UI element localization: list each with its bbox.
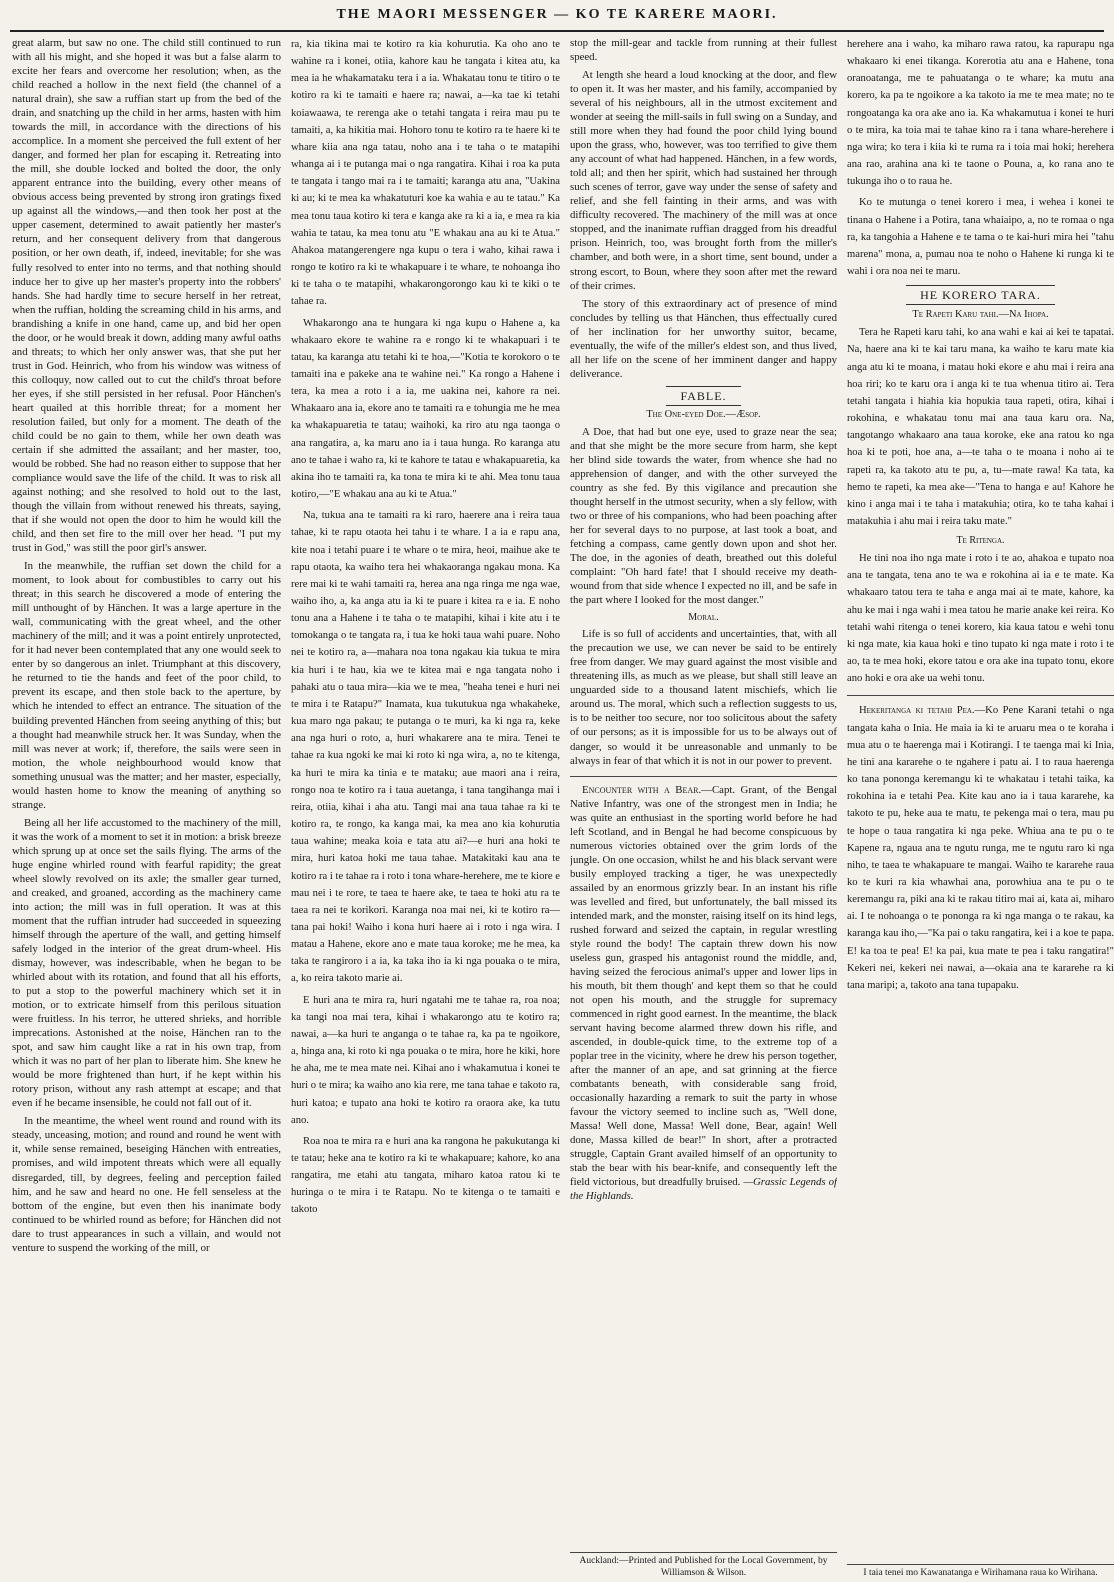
tara-title: HE KORERO TARA. (906, 285, 1055, 305)
bear-source: —Grassic Legends of the Highlands. (570, 1176, 837, 1203)
column-1 (12, 36, 281, 1582)
imprint-maori: I taia tenei mo Kawanatanga e Wirihamana raua ko Wirihana. (847, 1564, 1114, 1580)
col2-paragraph: Roa noa te mira ra e huri ana ka rangona he pakukutanga ki te tatau; heke ana te kotiro ra ki te whakapuare; kahore, ko ana rangatira, me etahi atu tangata, miharo katoa ratou ki te huringa o te mira i te Ratapu. No te kitenga o te tamaiti e takoto (291, 1135, 560, 1216)
ritenga-body: He tini noa iho nga mate i roto i te ao, ahakoa e tupato noa ana te tangata, tena ano te wa e rokohina ai ia e te mate. Ka whakaaro tatou tera te taha e anga mai ai te mate, kahore, ka ahu ke mai i nga wahi i mea tatou he marie anake kei reira. Ko tetahi wahi ritenga o tenei korero, kia kaua tatou e wehi tonu ki nga mate, kia kaua hoki e tino tupato ki nga mate i roto i te ao, ta te mea hoki, ekore tatou e ora ake ina tupato tonu, ekore ano hoki e ora ake ua wehi tonu. (847, 553, 1114, 685)
col2-paragraph: E huri ana te mira ra, huri ngatahi me te tahae ra, roa noa; ka tangi noa mai tera, kihai i whakarongo atu te kotiro ra; nawai, a—ka huri te anganga o te tahae ra, ka pa te ngoikore, a, hinga ana, ki roto ki nga pouaka o te mira, hore he kiki, hore he aha, me te mea mate nei. Kihai ano i whakamutua i konei te huri o te mira; ka waiho ano kia rere, me tana tahae e takoto ra, huri katoa; e tupato ana hoki te kotiro ra oraora ake, ka tutu ano. (291, 994, 560, 1126)
ritenga-heading: Te Ritenga. (956, 535, 1005, 547)
column-3 (570, 36, 837, 1582)
col1-paragraph: Being all her life accustomed to the machinery of the mill, it was the work of a moment to set it in motion: a brisk breeze which sprung up at once set the sails flying. The arms of the huge engine whirled round with fearful rapidity; the great wheel slowly revolved on its axle; the smaller gear turned, and creaked, and groaned, according as the machinery came into action; the mill was in full operation. It was at this moment that the ruffian intruder had succeeded in squeezing himself through the aperture of the wall, and getting himself safely lodged in the interior of the great drum-wheel. His dismay, however, was indescribable, when he began to be whirled about with its rotation, and found that all his efforts, to put a stop to the powerful machinery which set it in motion, or to extricate himself from this perilous situation were fruitless. In his terror, he uttered shrieks, and horrible imprecations. Astonished at the noise, Hänchen ran to the spot, and saw him caught like a rat in his own trap, from which it was no part of her plan to liberate him. She knew he would be more frightened than hurt, if he kept within his rotory prison, without any rash attempt at escape; and that even if he became insensible, he could not fall out of it. (12, 816, 281, 1110)
bear-article (570, 783, 837, 1204)
pea-heading: Hekeritanga ki tetahi Pea. (859, 705, 975, 717)
tara-heading (847, 288, 1114, 304)
story-paragraph: At length she heard a loud knocking at the door, and flew to open it. It was her master, and his family, accompanied by several of his neighbours, all in the utmost excitement and wonder at seeing the mill-sails in full swing on a Sunday, and still more when they had found the poor child lying bound upon the grass, who, however, was too terrified to give them any account of what had happened. Hänchen, in a few words, told all; and then her spirit, which had sustained her through such scenes of terror, gave way under the sense of safety and relief, and she fell fainting in their arms, and was with difficulty recovered. The machinery of the mill was at once stopped, and the inanimate ruffian dragged from his dreadful prison. Heinrich, too, was brought forth from the miller's chamber, and both were, in a short time, sent bound, under a strong escort, to Boun, where they soon after met the reward of their crimes. (570, 69, 837, 292)
moral-body: Life is so full of accidents and uncertainties, that, with all the precaution we use, we can never be said to be entirely free from danger. We may guard against the most visible and threatening ills, as much as we please, but shall still leave an unguarded side to a thousand latent mischiefs, which lie around us. The moral, which such a reflection suggests to us, is to be neither too secure, nor too solicitous about the safety of our persons; as it is impossible for us to be always out of danger, so would it be unreasonable and unmanly to be always in fear of that which it is not in our power to prevent. (570, 628, 837, 767)
column-4 (847, 36, 1114, 1582)
col2-paragraph: Na, tukua ana te tamaiti ra ki raro, haerere ana i reira taua tahae, ki te rapu otaota hei tahu i te whare. I a ia e rapu ana, kite noa i tetahi puare i te whare o te mira, heoi, maihue ake te rapu otaota, ka waiho tera hei whakaoranga ngakau mona. Ka rere mai ki te wahi tamaiti ra, herea ana nga ringa me nga wae, waiho iho, a, ka anga atu ia ki te puare i kitea ra e ia. E noho tonu ana a Hahene i te taha o te matapihi, kihai i kite atu i te tomokanga o te tangata ra, i tua ke hoki taua wahi puare. Noho nei te kotiro ra, a—mahara noa tona ngakau kia tukua te mira kia huri i te hau, kia we te kitea mai e nga tangata noho i pahaki atu o taua mira—kia we te mea, "heaha tenei e huri nei te mira i te Ratapu?" Inamata, kua tukutukua nga whakaheke, kua maro nga pakau; te putanga o te muri, ka ki nga ra, keke ana nga huri o roto, a, huri whakarere ana te mira. Tenei te tahae ra kua ngoki ke mai ki roto ki nga wira, a, no te kitenga, ka huri te mira ka tinia e te mataku; aue maori ana i reira, rongo noa te kotiro ra i taua auetanga, i tana tangihanga mai i reira, otiia, kihai i aha atu. Tangi mai ana taua tahae ra ki te kotiro ra, te rongo, ka kanga mai, ka mea ano kia kohurutia taua wahine; meaka koia e tata atu ai?—e huri ana hoki te mira, huri katoa hoki me taua tahae. Matakitaki kau ana te kotiro ra i te tahae ra i roto i tona whare-herehere, me te kiore e mau nei i te rore, te taea te haere ake, te taea te hoki atu ra te taea ra nei te korikori. Karanga noa mai nei, ki te kotiro ra—tana pai hoki! Waiho i kona huri haere ai i roto i nga wira. I matau a Hahene, ekore ano e mate taua koroke; me he mea, ka taka te rangiroro i a ia, ka taka iho ia ki nga pouaka o te mira, a, ko reira takoto marie ai. (291, 510, 560, 985)
masthead: THE MAORI MESSENGER — KO TE KARERE MAORI. (10, 0, 1104, 32)
columns (12, 36, 1114, 1582)
imprint-english: Auckland:—Printed and Published for the Local Government, by Williamson & Wilson. (570, 1552, 837, 1580)
fable-heading (570, 389, 837, 405)
col2-paragraph: Whakarongo ana te hungara ki nga kupu o Hahene a, ka whakaaro ekore te wahine ra e rongo ki te whakapuari i te tatau, ka karanga atu tetahi ki te hoa,—"Kotia te korokoro o te tamaiti ina e pakeke ana te wahine nei." Ka rongo a Hahene i tera, ka mea a roto i a ia, me uakina nei, kahore ra nei. Whakaaro ana ia, ekore ano te tamaiti ra e tohungia me he mea ka whakapuaretia te tatau; waihoki, ka riro atu nga taonga o ana rangatira, a, ka maru ano ia i taua hunga. Ro karanga atu ano te tahae i waho ra, ki te kahore te tatau e whakapuaretia, ka akina iho te tamaiti ra, ka tona te mira ki te ahi. Mea tonu taua kotiro,—"E whakau ana au ki te Atua." (291, 317, 560, 501)
col4-paragraph: Ko te mutunga o tenei korero i mea, i wehea i konei te tinana o Hahene i a Potira, tana whaiaipo, a, no te romaa o nga ra, ka tangohia a Hahene e te tama o te kai-huri mira hei "tahu marena" mona, a, pumau noa te noho o Hahene ki runga ki te wahi i ora noa nei te maru. (847, 197, 1114, 278)
moral-heading: Moral. (688, 612, 719, 624)
bear-body: —Capt. Grant, of the Bengal Native Infantry, was one of the strongest men in India; he was quite an enthusiast in the sporting world before he had left Scotland, and in Bengal he had become conspicuous by numerous victories obtained over the grim lords of the jungle. On one occasion, whilst he and his black servant were busily employed tracking a tiger, he was unexpectedly assailed by an enormous grizzly bear. In an instant his rifle was levelled and fired, but unfortunately, the ball missed its intended mark, and the monster, raising itself on its hind legs, rushed forward and seized the captain, in regular wrestling style round the body! The captain threw down his now useless gun, grasped his antagonist round the middle, and, having seized the ferocious animal's upper and lower lips in his mouth, bit them though' and kept them so that he could not open his mouth, and the struggle for supremacy commenced in right good earnest. In the meantime, the black servant having become alarmed threw down his rifle, and ascended, in double-quick time, to the extreme top of a poplar tree in the vicinity, where he drew his person together, after the manner of an ape, and sat grinning at the fierce combatants beneath, with considerable sang froid, occasionally hazarding a remark to suit the party in whose favour the victory seemed to incline such as, "Well done, Massa! Well done, Massa! Well done, Bear, again! Well done, Massa killed de bear!" In short, after a protracted struggle, Captain Grant availed himself of an opportunity to stab the bear with his bear-knife, and consequently left the field victorious, but dreadfully bruised. (570, 783, 837, 1189)
fable-subhead: The One-eyed Doe.—Æsop. (646, 409, 761, 421)
rapeti-body: Tera he Rapeti karu tahi, ko ana wahi e kai ai kei te tapatai. Na, haere ana ki te kai taru mana, ka waiho te karu mate kia anga atu ki te moana, i matau hoki ekore e ahu mai i reira ana hoa riri; ko te karu ora i anga ki te tua whenua titiro ai. Tera tetahi tangata i hiahia kia hopukia taua rapeti, otira, kihai i rokohina, e whakatau tonu mai ana taua karu ora. Na, tangotango whakaaro ana taua koroke, eke ana ratou ko nga hoa ki te poti, hoe ana, a—te taha o te moana i noho ai te rapeti ra, ka takoto atu te pu, a, tu—mate rawa! Ka tata, ka hemo te rapeti, ka mea ake—"Tena to hanga e au! Kahore he kino i anga mai i te taha i matakuhia; otira, ko te taha kahai i matakuhia i ahu mai i reira taku mate." (847, 327, 1114, 528)
col1-paragraph: In the meanwhile, the ruffian set down the child for a moment, to look about for combustibles to carry out his threat; in this search he discovered a mode of entering the mill unthought of by Hänchen. It was a large aperture in the wall, communicating with the great wheel, and the other machinery of the mill; and it was a point entirely unprotected, for it had never been contemplated that any one would seek to enter by so dangerous an inlet. Triumphant at this discovery, he returned to tie the hands and feet of the poor child, to prevent its escape, and then stole back to the aperture, by which he intended to effect an entrance. The situation of the building prevented Hänchen from seeing anything of this; but a thought had meanwhile struck her. It was Sunday, when the mill was never at work; if, therefore, the sails were seen in motion, the whole neighbourhood would know that something unusual was the matter; and her master, especially, would hasten home to know the meaning of anything so strange. (12, 560, 281, 811)
col1-paragraph: In the meantime, the wheel went round and round with its steady, unceasing, motion; and round and round he went with it, while sense remained, beseiging Hänchen with entreaties, promises, and wild impotent threats which were all equally disregarded, till, by degrees, feeling and perception failed him, and he saw and heard no one. He fell senseless at the bottom of the engine, but even then his inanimate body continued to be whirled round as before; for Hänchen did not dare to trust appearances in such a villain, and would not venture to suspend the working of the mill, or (12, 1115, 281, 1254)
column-2 (291, 36, 560, 1582)
fable-title: FABLE. (666, 386, 740, 406)
story-paragraph: stop the mill-gear and tackle from running at their fullest speed. (570, 37, 837, 64)
col4-paragraph: herehere ana i waho, ka miharo rawa ratou, ka rapurapu nga whakaaro ki enei tikanga. Korerotia atu ana e Hahene, tona oranoatanga, me te pahuatanga o te whare; ka mutu ana korero, ka pa te ngoikore a ka takoto ia me te mea mate; no te rongoatanga ka ora ake ano ia. Ka whakamutua i konei te huri o te mira, ka toia mai te tahae kino ra i tana whare-herehere i nga wira; ko tera i kiia ki te ruma ra i toia mai hoki; herehera ana rao, arahina ana ki te taone o Pouna, a, ko rana ano te tukunga iho o to raua he. (847, 39, 1114, 188)
divider (847, 695, 1114, 696)
divider (570, 776, 837, 777)
col2-paragraph: ra, kia tikina mai te kotiro ra kia kohurutia. Ka oho ano te wahine ra i konei, otiia, kahore kau he tangata i kitea atu, ka mea ia he whakamataku tera i a ia. Whakatau tonu te titiro o te kotiro ra ki te tamaiti e haere ra; nawai, a—ka tae ki tetahi koiawaawa, te rerenga ake o tetahi tangata i reira mau pu te tamaiti, a, ka hikitia mai. Hohoro tonu te kotiro ra te haere ki te whare kiia ana nga tatau, noho ana i te taha o te matapihi whanga ai i te putanga mai o nga rangatira. Kihai i roa ka puta te tangata i tango mai ra i te tamaiti; karanga atu ana, "Uakina ki au; ki te mea ka whakatuturi koe ka wahia e au te tatau." Ka mea tonu taua kotiro ki tera e kanga ake ra ki a ia, e mea ra kia wahia te tatau, ka mea tonu atu "E whakau ana au ki te Atua." Ahakoa matangerengere nga kupu o tera i waho, kihai rawa i rongo te kotiro ra ki te whakapuare i te whare, te nohoanga iho ki te taha o te matapihi, whakarongorongo kau ki te kiki o te tahae ra. (291, 39, 560, 308)
story-paragraph: The story of this extraordinary act of presence of mind concludes by telling us that Hänchen, thus effectually cured of her inclination for her unworthy suitor, became, eventually, the wife of the miller's eldest son, and thus lived, all her life on the scene of her imminent danger and happy deliverance. (570, 297, 837, 380)
pea-article (847, 702, 1114, 994)
rapeti-subhead: Te Rapeti Karu tahi.—Na Ihopa. (912, 308, 1049, 320)
fable-body: A Doe, that had but one eye, used to graze near the sea; and that she might be the more secure from harm, she kept her blind side towards the water, from whence she had no apprehension of danger, and with the other surveyed the country as she fed. By this vigilance and precaution she thought herself in the utmost security, when a sly fellow, with two or three of his companions, who had been poaching after her for several days to no purpose, at last took a boat, and fetching a compass, came gently down upon and shot her. The doe, in the agonies of death, breathed out this doleful complaint: "Oh hard fate! that I should receive my death-wound from that side whence I expected no ill, and be safe in the part where I looked for the most danger." (570, 425, 837, 607)
col1-paragraph: great alarm, but saw no one. The child still continued to run with all his might, and she hoped it was but a false alarm to excite her fears and overcome her resolution; when, as the child reached a hollow in the next field (the channel of a natural drain), she saw a ruffian start up from the bed of the drain, and snatching up the child in her arms, hasten with him towards the mill, in accordance with the directions of his accomplice. In a moment she perceived the full extent of her danger, and formed her plan for escaping it. Retreating into the mill, she double locked and bolted the door, the only apparent entrance into the building, every other means of obvious access being prevented by strong iron gratings fixed up against all the windows,—and then took her post at the upper casement, determined to await patiently her master's return, and her consequent delivery from that dangerous position, or her own death, if, indeed, inevitable; for she was fully resolved to enter into no terms, and that nothing should induce her to give up her master's property into the robbers' hands. She had hardly time to secure herself in her retreat, when the ruffian, holding the screaming child in his arms, and brandishing a knife in one hand, came up, and bid her open the door, or he would break it down, adding many awful oaths and threats; to which her only answer was, that she put her trust in God. Heinrich, who from his window was witness of this colloquy, now called out to cut the child's throat before her eyes, if she still persisted in her refusal. Poor Hänchen's heart quailed at this horrible threat; for a moment her resolution failed, but only for a moment. The death of the child could be no gain to them, while her own death was certain if she admitted the assailant; and her master, too, would be robbed. She had no reason either to suppose that her compliance would save the life of the child. It was to risk all against nothing; and she resolved to hold out to the last, though the villain from without renewed his threats, saying, that if she would not open the door to him he would kill the child, and then set fire to the mill over her head. "I put my trust in God," was still the poor girl's answer. (12, 37, 281, 555)
pea-body: —Ko Pene Karani tetahi o nga tangata kaha o Inia. He maia ia ki te aruaru mea o te koraha i mua atu o te haerenga mai i Kotirangi. I te taenga mai ki Inia, he tini ana kararehe o te ngahere i patu ai. I to raua haerenga ko tana pononga keremangu ki te whakatau i tetahi taika, ka rokohina ia e tetahi Pea. Kite kau ano ia i taua kararehe, ka takoto te pu, heke aua te matu, te pekenga mai o tera, mau pu te hope o taua rangatira ki nga peke. Whiua ana te pu o te Kapene ra, ngaua ana te ngutu runga, me te ngutu raro ki nga niho, te taea te whakapuare te mangai. Waiho te kararehe raua ko te kuri ra kia whawhai ana, porowhiua ana te pu o te keremangu ra, piki ana ki te rakau titiro mai ai, kata ai, miharo ai. I te nohoanga o te pononga ra ki nga manga o te rakau, ka karanga kau iho,—"Ka pai o taku rangatira, kei i a koe te papa. E! ka toa te pea! E! ka pai, kua mate te pea i taku rangatira!" Kekeri nei, kekeri nei nawai, a—okaia ana te kararehe ra ki tana maripi; a, takoto ana tana tupapaku. (847, 705, 1114, 991)
bear-heading: Encounter with a Bear. (582, 783, 702, 796)
